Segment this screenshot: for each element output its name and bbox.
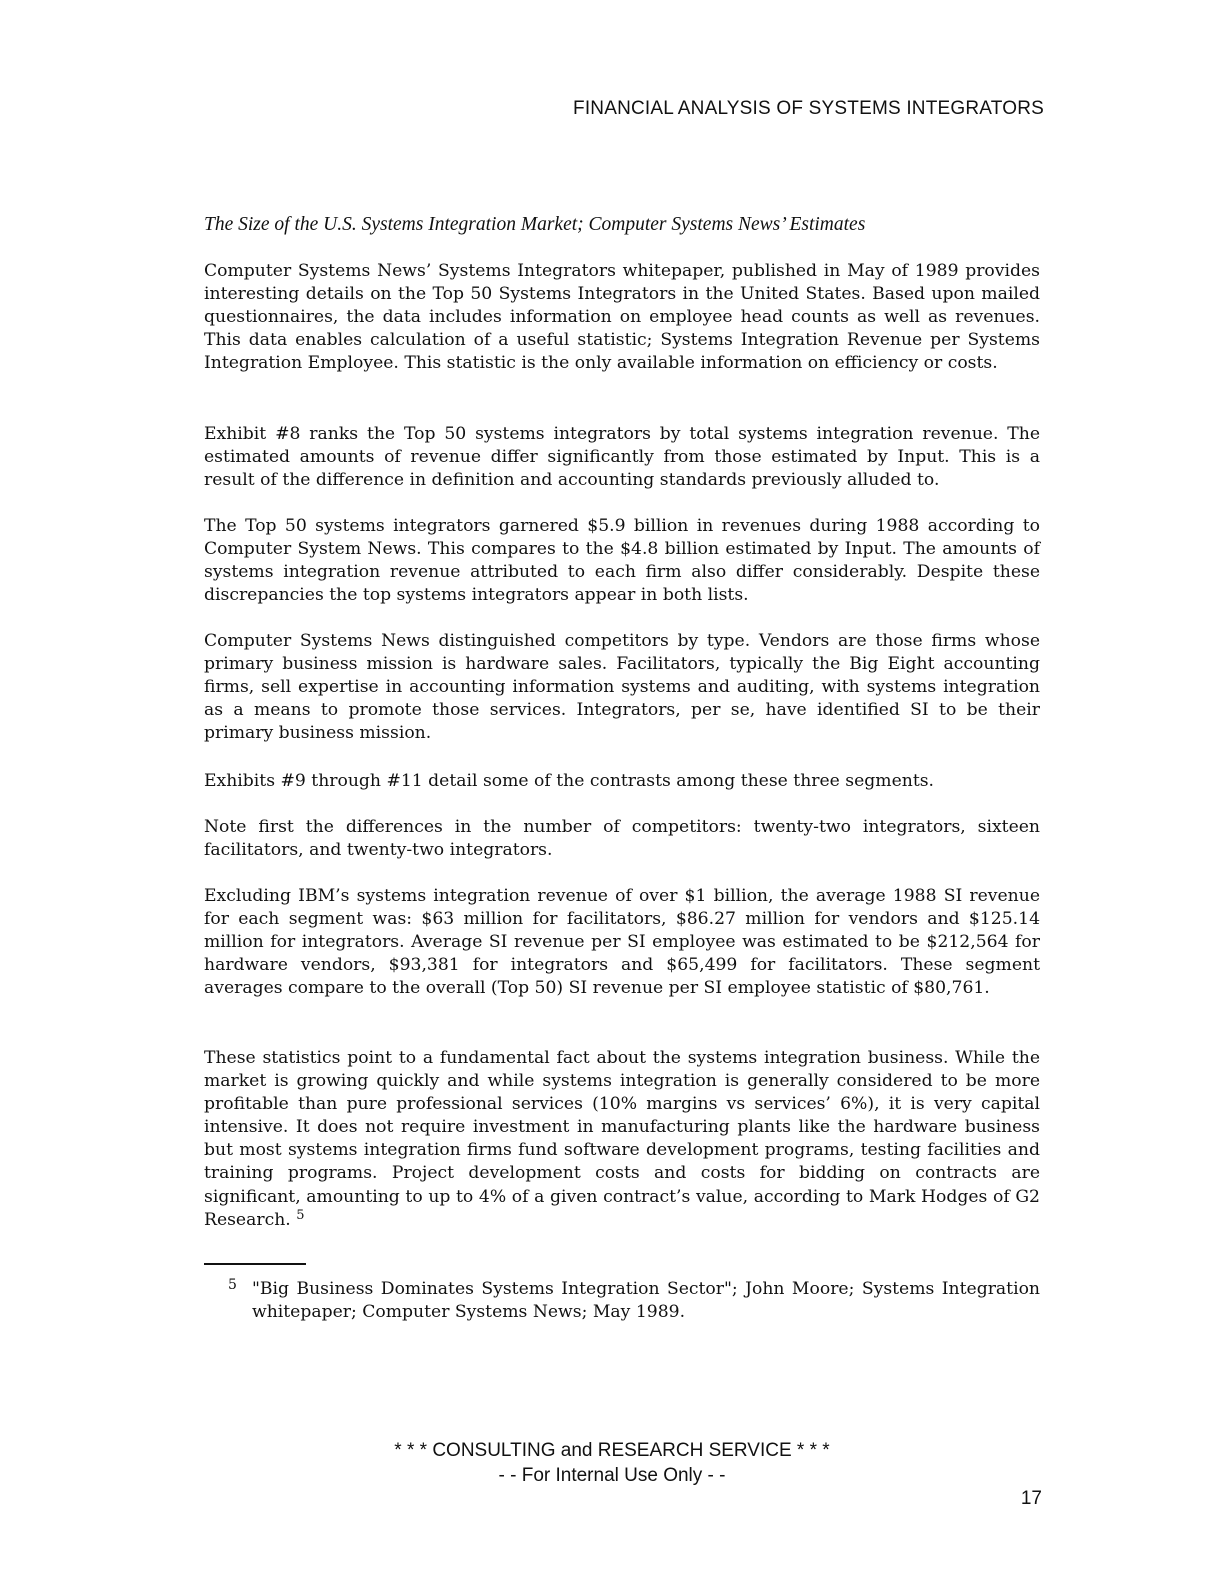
paragraph-8 [204,1047,1040,1232]
section-title: The Size of the U.S. Systems Integration Market; Computer Systems News’ Estimates [204,214,866,235]
footer-internal-use-line: - - For Internal Use Only - - [498,1465,726,1486]
paragraph-1: Computer Systems News’ Systems Integrators whitepaper, published in May of 1989 provides interesting details on the Top 50 Systems Integrators in the United States. Based upon mailed questionnaires, the data includes information on employee head counts as well as revenues. This data enables calculation of a useful statistic; Systems Integration Revenue per Systems Integration Employee. This statistic is the only available information on efficiency or costs. [204,261,1040,374]
paragraph-3: The Top 50 systems integrators garnered $5.9 billion in revenues during 1988 according to Computer System News. This compares to the $4.8 billion estimated by Input. The amounts of systems integration revenue attributed to each firm also differ considerably. Despite these discrepancies the top systems integrators appear in both lists. [204,516,1040,606]
running-header: FINANCIAL ANALYSIS OF SYSTEMS INTEGRATORS [573,98,1044,119]
footnote-text: "Big Business Dominates Systems Integration Sector"; John Moore; Systems Integration whitepaper; Computer Systems News; May 1989. [252,1279,1040,1322]
footnote-mark: 5 [228,1277,237,1293]
paragraph-8-text: These statistics point to a fundamental fact about the systems integration business. While the market is growing quickly and while systems integration is generally considered to be more profitable than pure professional services (10% margins vs services’ 6%), it is very capital intensive. It does not require investment in manufacturing plants like the hardware business but most systems integration firms fund software development programs, testing facilities and training programs. Project development costs and costs for bidding on contracts are significant, amounting to up to 4% of a given contract’s value, according to Mark Hodges of G2 Research. [204,1048,1040,1230]
page-number: 17 [1020,1488,1042,1509]
footnote-divider [204,1263,306,1265]
paragraph-7: Excluding IBM’s systems integration revenue of over $1 billion, the average 1988 SI revenue for each segment was: $63 million for facilitators, $86.27 million for vendors and $125.14 million for integrators. Average SI revenue per SI employee was estimated to be $212,564 for hardware vendors, $93,381 for integrators and $65,499 for facilitators. These segment averages compare to the overall (Top 50) SI revenue per SI employee statistic of $80,761. [204,886,1040,999]
paragraph-6: Note first the differences in the number of competitors: twenty-two integrators, sixteen facilitators, and twenty-two integrators. [204,817,1040,861]
footer-service-line: * * * CONSULTING and RESEARCH SERVICE * * * [394,1440,830,1461]
paragraph-4: Computer Systems News distinguished competitors by type. Vendors are those firms whose primary business mission is hardware sales. Facilitators, typically the Big Eight accounting firms, sell expertise in accounting information systems and auditing, with systems integration as a means to promote those services. Integrators, per se, have identified SI to be their primary business mission. [204,631,1040,744]
paragraph-2: Exhibit #8 ranks the Top 50 systems integrators by total systems integration revenue. The estimated amounts of revenue differ significantly from those estimated by Input. This is a result of the difference in definition and accounting standards previously alluded to. [204,424,1040,491]
footnote-reference: 5 [296,1207,305,1223]
footnote [228,1278,1040,1324]
paragraph-5: Exhibits #9 through #11 detail some of the contrasts among these three segments. [204,771,935,791]
